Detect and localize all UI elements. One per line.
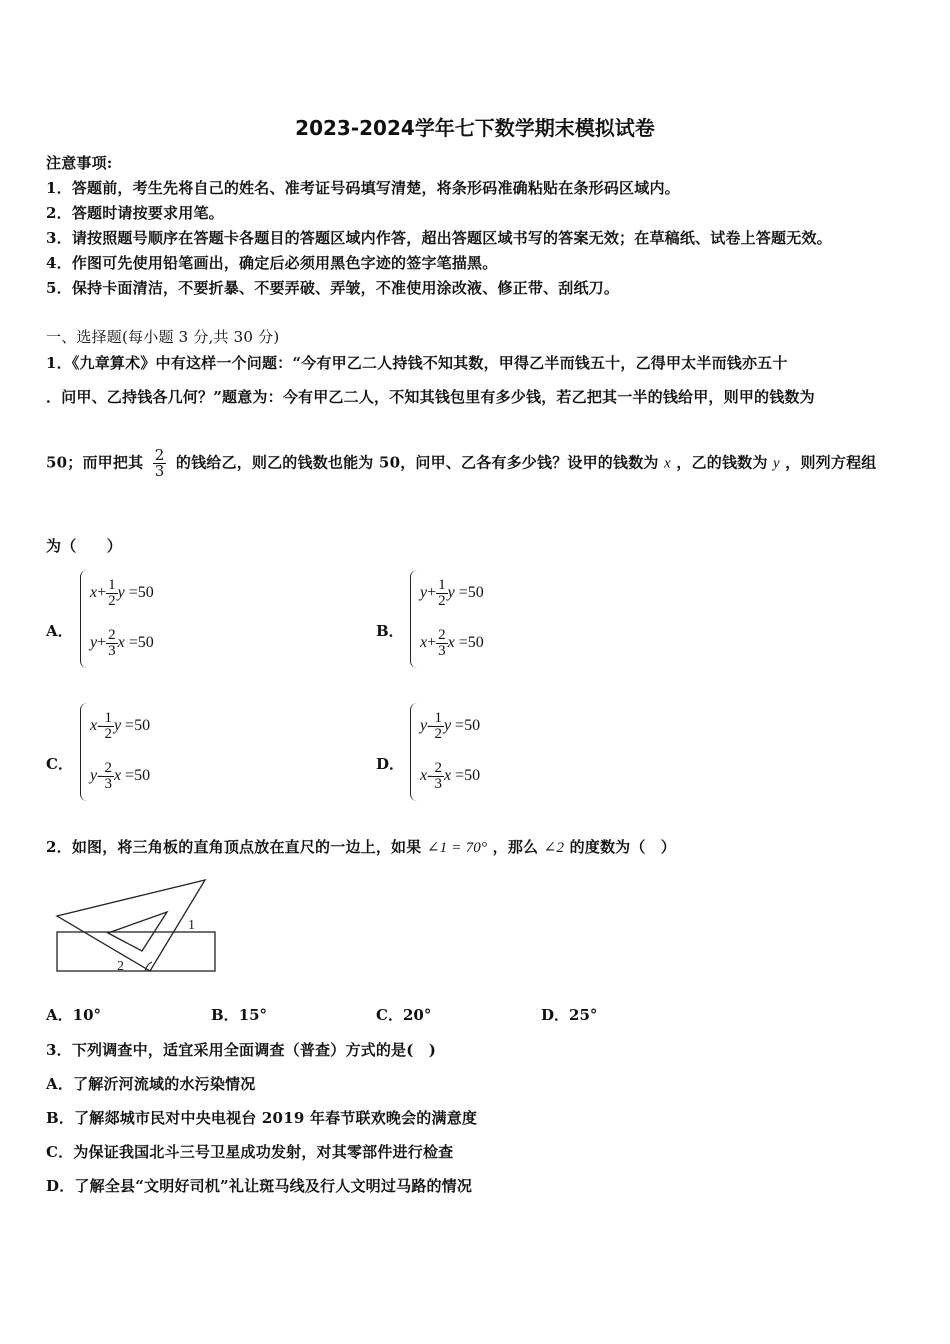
q2-option-d: D．25°: [541, 1006, 598, 1024]
q1-option-c-label: C．: [46, 755, 73, 773]
brace-icon: [410, 570, 417, 668]
angle-2-expression: ∠2: [543, 840, 565, 856]
q2-option-b: B．15°: [211, 1006, 268, 1024]
q1-option-b-system: [410, 570, 540, 670]
note-item: 4．作图可先使用铅笔画出，确定后必须用黑色字迹的签字笔描黑。: [46, 254, 498, 272]
q2-text-c: 的度数为（ ）: [569, 838, 676, 856]
ruler-triangle-figure: [50, 876, 225, 978]
q1-option-d-system: [410, 703, 540, 803]
q2-text-b: ，那么: [492, 838, 539, 856]
q1-line3-c: ，乙的钱数为: [676, 453, 768, 472]
q1-line3: [46, 448, 876, 479]
q1-line3-a: 50；而甲把其: [46, 453, 144, 472]
q1-option-d-label: D．: [376, 755, 405, 773]
note-item: 1．答题前，考生先将自己的姓名、准考证号码填写清楚，将条形码准确粘贴在条形码区域内。: [46, 179, 680, 197]
note-item: 5．保持卡面清洁，不要折暴、不要弄破、弄皱，不准使用涂改液、修正带、刮纸刀。: [46, 279, 620, 297]
ruler: [57, 932, 215, 971]
q1-option-a-system: [80, 570, 210, 670]
q3-option-b: B．了解郯城市民对中央电视台 2019 年春节联欢晚会的满意度: [46, 1109, 478, 1127]
fraction-two-thirds: [153, 448, 167, 479]
note-item: 2．答题时请按要求用笔。: [46, 204, 224, 222]
equation-row: x- $\frac{2}{3}$ x =50: [420, 760, 481, 792]
brace-icon: [80, 570, 87, 668]
q2-text-a: 2．如图，将三角板的直角顶点放在直尺的一边上，如果: [46, 838, 422, 856]
q1-line1: 1．《九章算术》中有这样一个问题：“今有甲乙二人持钱不知其数，甲得乙半而钱五十，乙得甲太半而钱亦五十: [46, 354, 788, 372]
section-heading: 一、选择题(每小题 3 分,共 30 分): [46, 328, 280, 346]
note-item: 3．请按照题号顺序在答题卡各题目的答题区域内作答，超出答题区域书写的答案无效；在草稿纸、试卷上答题无效。: [46, 229, 832, 247]
q1-option-b-label: B．: [376, 622, 404, 640]
q3-question: 3．下列调查中，适宜采用全面调查（普查）方式的是( ): [46, 1041, 437, 1059]
notes-heading: 注意事项:: [46, 154, 113, 172]
q1-option-c-system: [80, 703, 210, 803]
q1-option-a-label: A．: [46, 622, 73, 640]
q1-line2: ．问甲、乙持钱各几何？”题意为：今有甲乙二人，不知其钱包里有多少钱，若乙把其一半的钱给甲，则甲的钱数为: [46, 388, 815, 406]
brace-icon: [80, 703, 87, 801]
q2-option-c: C．20°: [376, 1006, 432, 1024]
fraction-numerator: 2: [154, 446, 165, 464]
angle-1-expression: ∠1 = 70°: [426, 840, 488, 856]
q1-line3-d: ，则列方程组: [785, 453, 877, 472]
var-y: y: [772, 455, 780, 472]
q2-option-a: A．10°: [46, 1006, 102, 1024]
q3-option-d: D．了解全县“文明好司机”礼让斑马线及行人文明过马路的情况: [46, 1177, 473, 1195]
equation-row: y+ $\frac{2}{3}$ x =50: [90, 627, 154, 659]
q3-option-c: C．为保证我国北斗三号卫星成功发射，对其零部件进行检查: [46, 1143, 454, 1161]
fraction-denominator: 3: [154, 462, 165, 480]
equation-row: x- $\frac{1}{2}$ y =50: [90, 710, 151, 742]
brace-icon: [410, 703, 417, 801]
q2-question: [46, 836, 676, 857]
angle-label-2: 2: [117, 959, 124, 974]
angle-label-1: 1: [188, 918, 195, 933]
equation-row: x+ $\frac{1}{2}$ y =50: [90, 577, 154, 609]
equation-row: y+ $\frac{1}{2}$ y =50: [420, 577, 484, 609]
page-title: 2023-2024学年七下数学期末模拟试卷: [295, 116, 655, 140]
q1-line4: 为（ ）: [46, 537, 123, 555]
q3-option-a: A．了解沂河流域的水污染情况: [46, 1075, 256, 1093]
var-x: x: [664, 455, 671, 472]
q1-line3-b: 的钱给乙，则乙的钱数也能为 50，问甲、乙各有多少钱？设甲的钱数为: [175, 453, 659, 472]
equation-row: y- $\frac{2}{3}$ x =50: [90, 760, 151, 792]
equation-row: y- $\frac{1}{2}$ y =50: [420, 710, 481, 742]
equation-row: x+ $\frac{2}{3}$ x =50: [420, 627, 484, 659]
